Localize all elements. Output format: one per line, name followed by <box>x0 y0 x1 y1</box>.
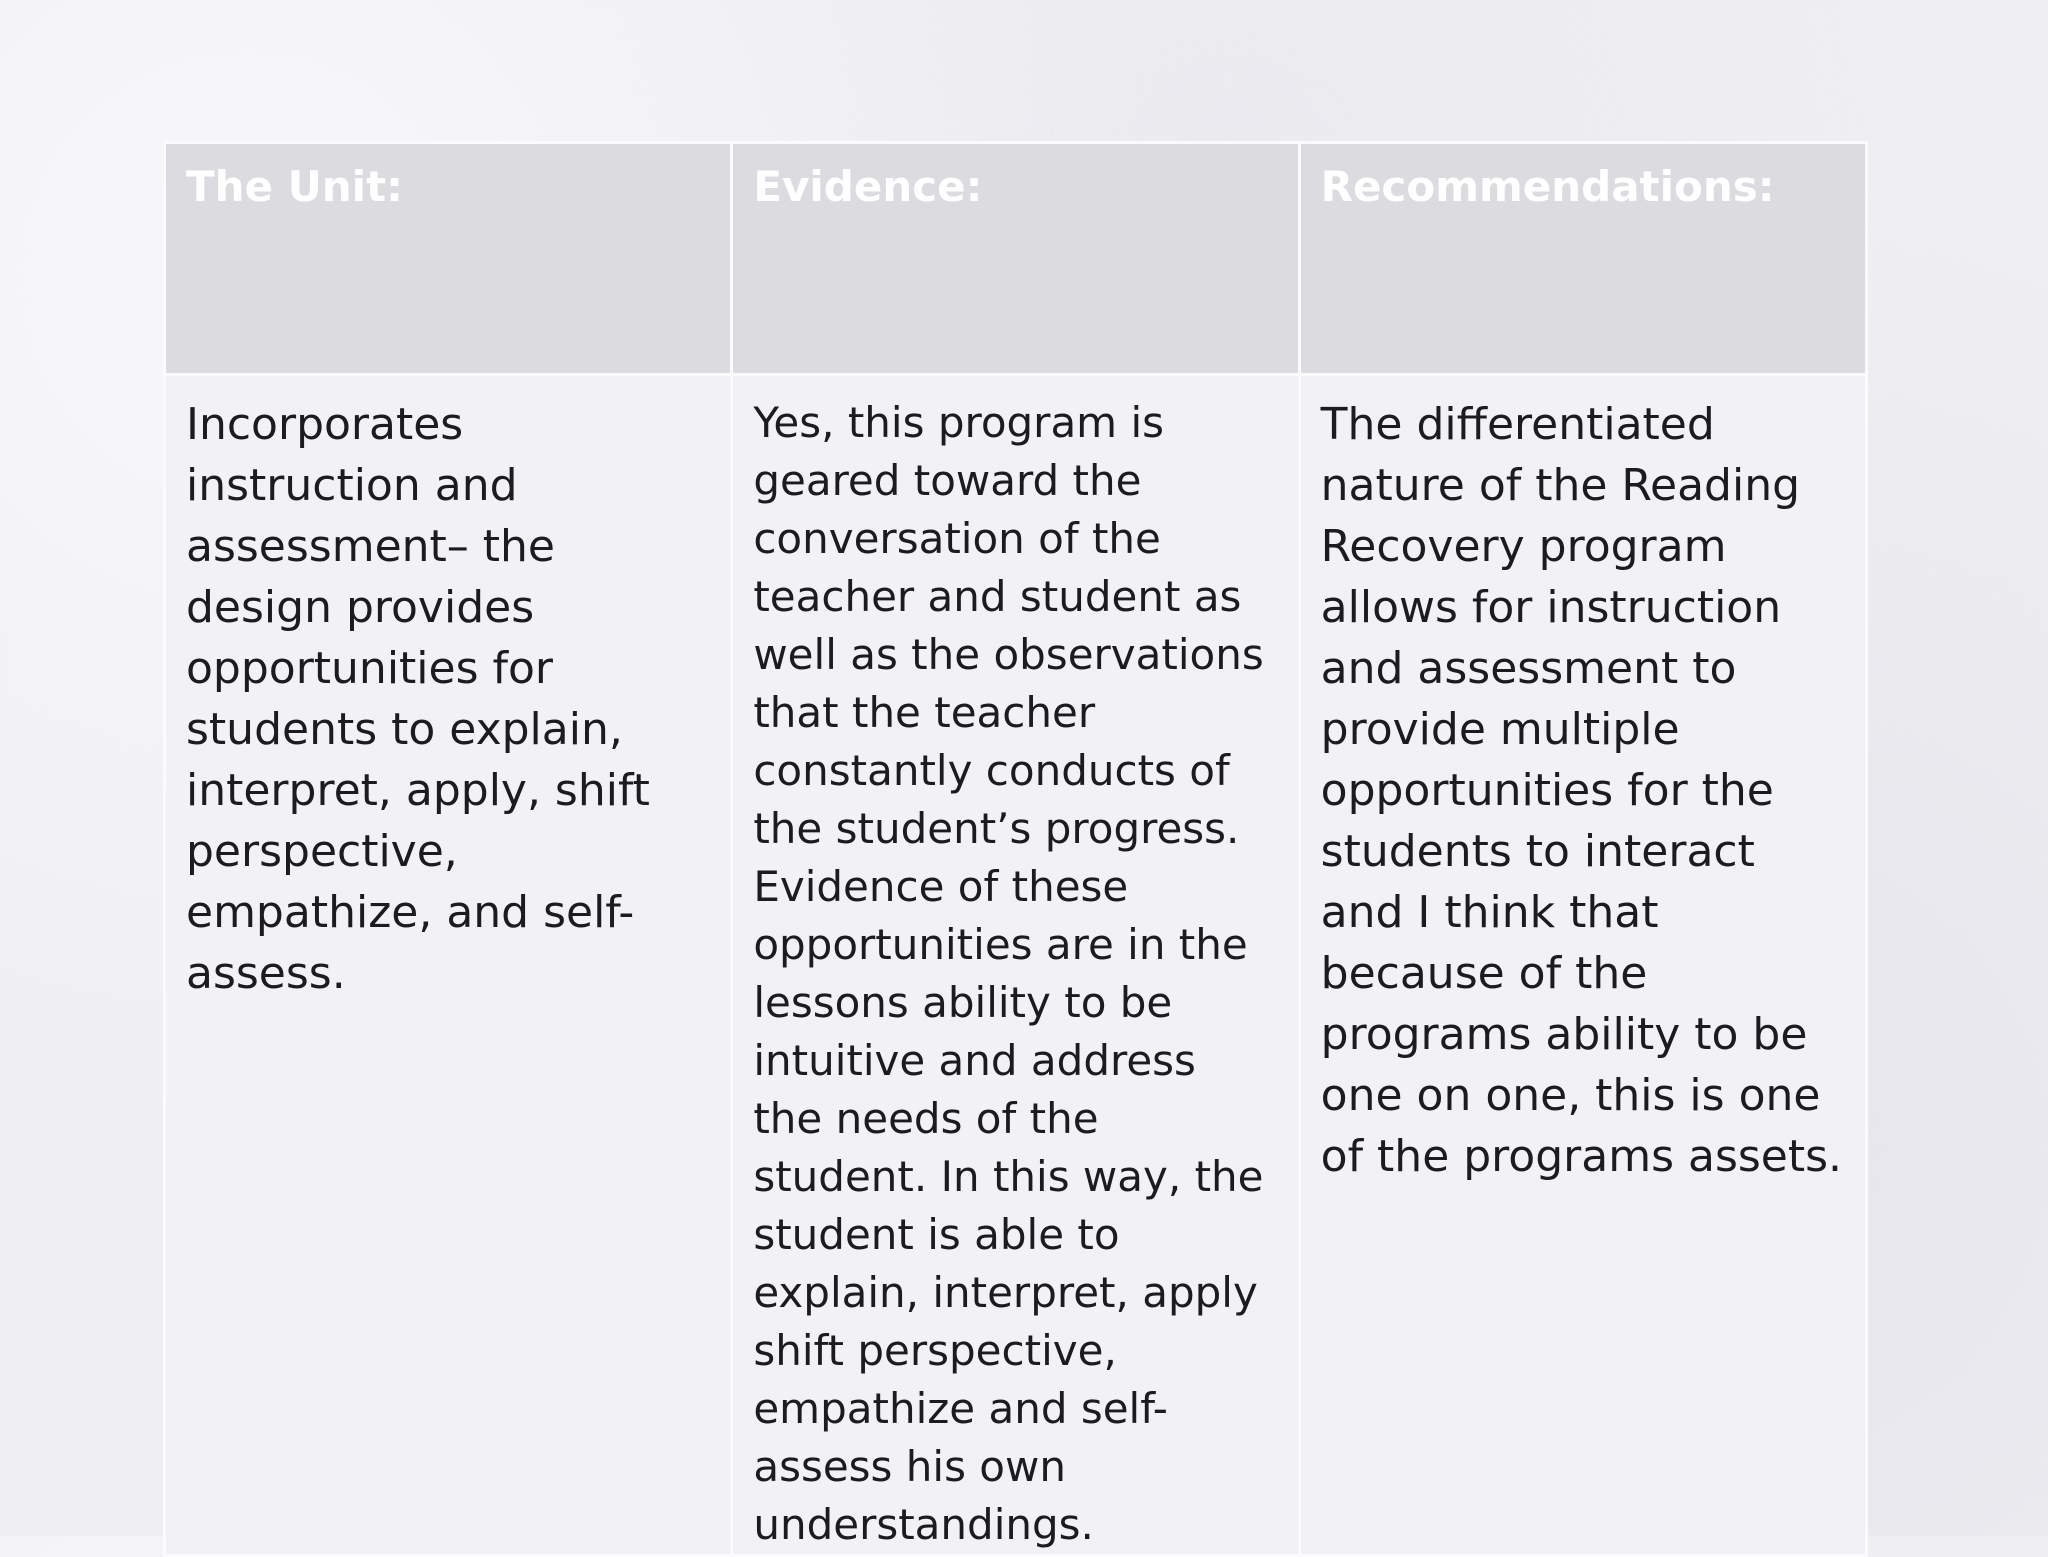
header-row <box>165 143 1867 375</box>
header-evidence: Evidence: <box>732 143 1299 375</box>
header-the-unit: The Unit: <box>165 143 732 375</box>
cell-unit <box>165 375 732 1556</box>
cell-evidence <box>732 375 1299 1556</box>
header-recommendations: Recommendations: <box>1299 143 1866 375</box>
table-row <box>165 375 1867 1556</box>
unit-text: Incorporates instruction and assessment– the design provides opportunities for students to explain, interpret, apply, shift perspective, empathize, and self-assess. <box>186 399 650 999</box>
recommendations-text: The differentiated nature of the Reading Recovery program allows for instruction and assessment to provide multiple opportunities for the students to interact and I think that because of the programs ability to be one on one, this is one of the programs assets. <box>1320 399 1843 1182</box>
cell-recommendations <box>1299 375 1866 1556</box>
unit-review-table <box>163 141 1868 1557</box>
evidence-text: Yes, this program is geared toward the conversation of the teacher and student as well as the observations that the teacher constantly conducts of the student’s progress. Evidence of these opportunities are in the lessons ability to be intuitive and address the needs of the student. In this way, the student is able to explain, interpret, apply shift perspective, empathize and self-assess his own understandings. <box>753 398 1264 1549</box>
